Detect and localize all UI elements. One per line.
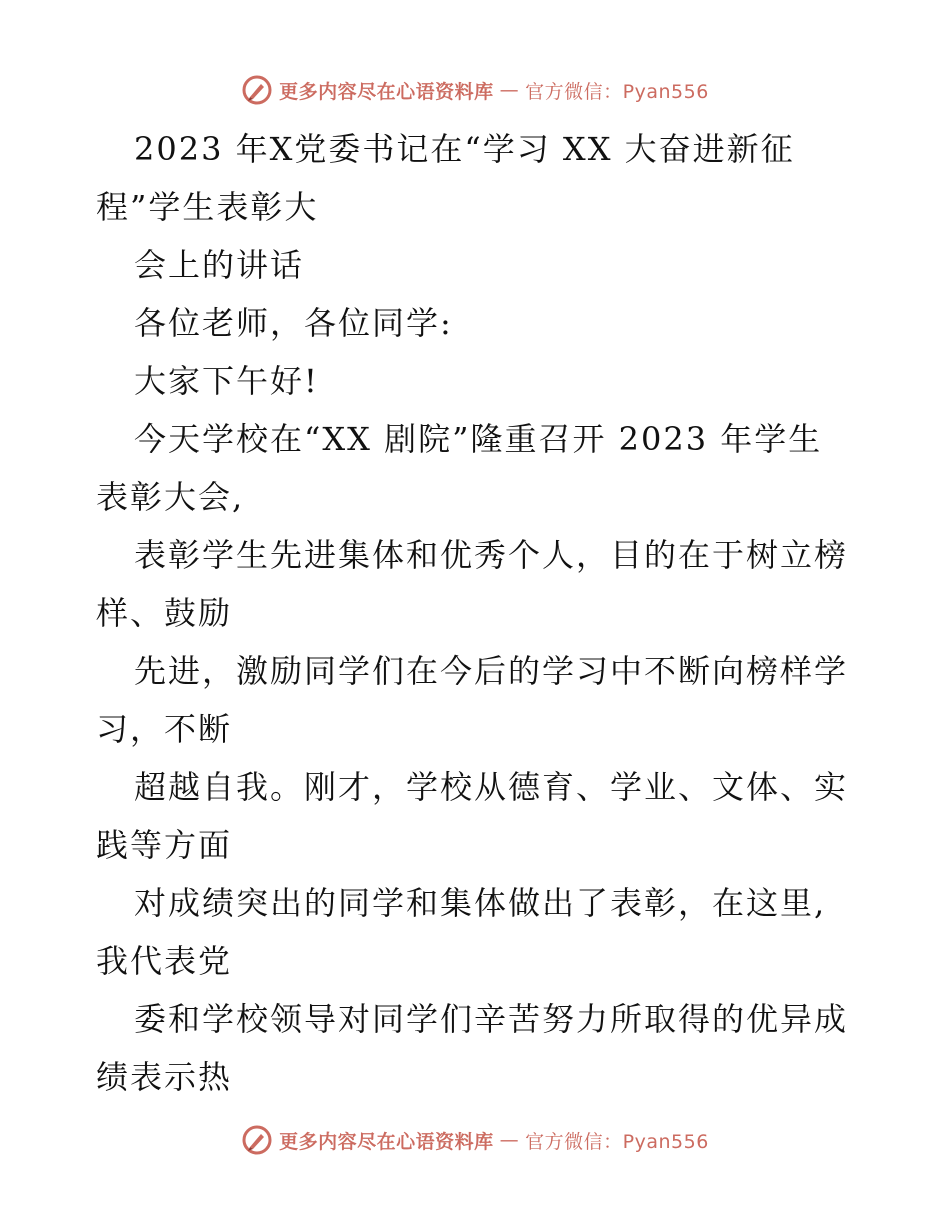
document-line: 今天学校在“XX 剧院”隆重召开 2023 年学生 (134, 420, 823, 458)
banner-wechat: 官方微信：Pyan556 (525, 1130, 709, 1153)
document-line: 习，不断 (96, 710, 233, 748)
document-line: 各位老师，各位同学: (134, 304, 453, 342)
document-line: 2023 年X党委书记在“学习 XX 大奋进新征 (134, 130, 795, 168)
document-line: 程”学生表彰大 (96, 188, 319, 226)
banner-text: 更多内容尽在心语资料库 (279, 1130, 494, 1153)
banner-wechat: 官方微信：Pyan556 (525, 80, 709, 103)
document-line: 大家下午好! (134, 362, 319, 400)
document-line: 践等方面 (96, 826, 233, 864)
pen-logo-icon (241, 1124, 273, 1156)
document-body (96, 120, 866, 1106)
pen-logo-icon (241, 74, 273, 106)
document-line: 对成绩突出的同学和集体做出了表彰，在这里, (134, 884, 827, 922)
document-line: 先进，激励同学们在今后的学习中不断向榜样学 (134, 652, 849, 690)
banner-separator: — (499, 1129, 520, 1151)
document-line: 表彰大会, (96, 478, 245, 516)
header-watermark-banner (0, 70, 950, 110)
banner-separator: — (499, 79, 520, 101)
document-line: 超越自我。刚才，学校从德育、学业、文体、实 (134, 768, 849, 806)
footer-watermark-banner (0, 1120, 950, 1160)
document-line: 会上的讲话 (134, 246, 305, 284)
document-line: 样、鼓励 (96, 594, 233, 632)
document-line: 表彰学生先进集体和优秀个人，目的在于树立榜 (134, 536, 849, 574)
banner-text: 更多内容尽在心语资料库 (279, 80, 494, 103)
document-line: 我代表党 (96, 942, 233, 980)
document-line: 委和学校领导对同学们辛苦努力所取得的优异成 (134, 1000, 849, 1038)
document-line: 绩表示热 (96, 1058, 233, 1096)
